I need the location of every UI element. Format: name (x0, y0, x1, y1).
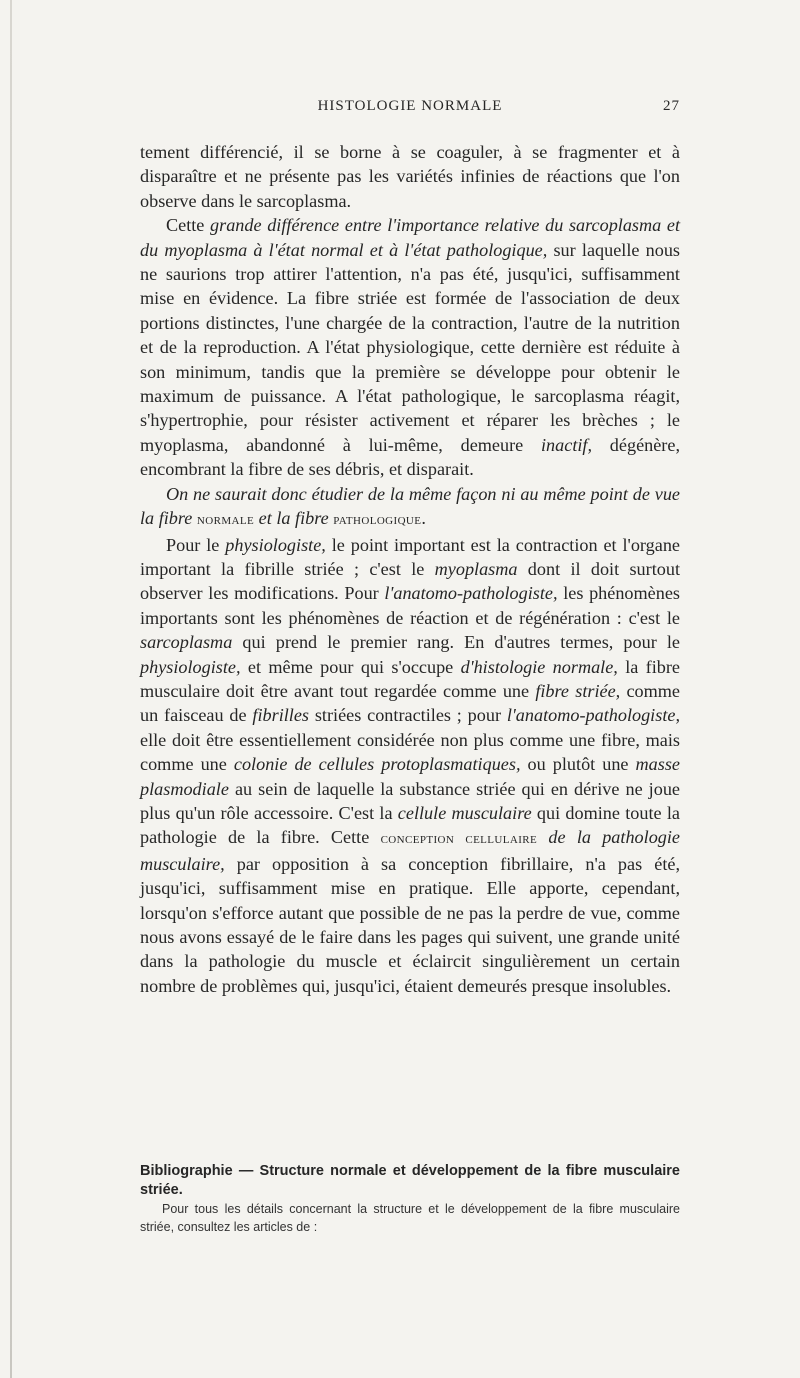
italic-run: l'anatomo-pathologiste, (384, 583, 558, 604)
italic-run: On ne saurait donc étudier de la même façon ni au même point de vue la fibre (140, 483, 680, 529)
text-run: qui domine toute la pathologie de la fibre. Cette (140, 802, 680, 848)
italic-run: l'anatomo-pathologiste, (506, 705, 680, 726)
italic-run: d'histologie normale, (460, 656, 618, 677)
paragraph-2 (140, 213, 680, 481)
text-run: au sein de laquelle la substance striée qui en dérive ne joue plus qu'un rôle accessoire. C'est la (140, 778, 680, 823)
text-run: comme un faisceau de (140, 680, 680, 726)
text-run: striées contractiles ; pour (309, 705, 507, 726)
italic-run: physiologiste, (140, 656, 241, 677)
text-run: les phénomènes importants sont les phénomènes de réaction et de régénération : c'est le (140, 583, 680, 628)
italic-run: fibre striée, (535, 680, 621, 701)
small-caps-run: conception cellulaire (380, 830, 538, 848)
small-caps-run: normale (196, 511, 255, 529)
paragraph-3 (140, 482, 680, 533)
italic-run: inactif, (541, 434, 593, 455)
text-run: sur laquelle nous ne saurions trop attirer l'attention, n'a pas été, jusqu'ici, suffisamment mise en évidence. La fibre striée est formée de l'association de deux portions distinctes, l'une chargée de la contraction, l'autre de la nutrition et de la reproduction. A l'état physiologique, cette dernière est réduite à son minimum, tandis que la première se développe pour obtenir le maximum de puissance. A l'état pathologique, le sarcoplasma réagit, s'hypertrophie, pour résister activement et réparer les brèches ; le myoplasma, abandonné à lui-même, demeure (140, 239, 680, 455)
italic-run: fibrilles (252, 705, 310, 726)
small-caps-run: pathologique (333, 511, 422, 529)
text-run: Cette (166, 215, 211, 236)
paragraph-1 (140, 140, 680, 213)
running-head (140, 98, 680, 120)
bibliography-note: Pour tous les détails concernant la structure et le développement de la fibre musculaire striée, consultez les articles de : (140, 1202, 680, 1234)
page-number: 27 (663, 98, 680, 114)
italic-run: colonie de cellules protoplasmatiques, (233, 754, 521, 775)
text-run: dégénère, encombrant la fibre de ses débris, et disparait. (140, 434, 680, 480)
text-run: tement différencié, il se borne à se coaguler, à se fragmenter et à disparaître et ne présente pas les variétés infinies de réactions que l'on observe dans le sarcoplasma. (140, 142, 680, 211)
italic-run: physiologiste, (225, 534, 326, 555)
body-text (140, 140, 680, 998)
italic-run: cellule musculaire (397, 802, 532, 823)
text-run: par opposition à sa conception fibrillaire, n'a pas été, jusqu'ici, suffisamment mise en pratique. Elle apporte, cependant, lorsqu'on s'efforce autant que possible de ne pas la perdre de vue, comme nous avons essayé de le faire dans les pages qui suivent, une grande unité dans la pathologie du muscle et éclaircit singulièrement un certain nombre de problèmes qui, jusqu'ici, étaient demeurés presque insolubles. (140, 853, 680, 996)
page-edge-shadow (10, 0, 12, 1378)
italic-run: sarcoplasma (140, 632, 233, 653)
text-run: le point important est la contraction et l'organe important la fibrille striée ; c'est le (140, 534, 680, 579)
text-run: elle doit être essentiellement considérée non plus comme une fibre, mais comme une (140, 729, 680, 775)
text-run: ou plutôt une (520, 754, 636, 775)
running-head-title: HISTOLOGIE NORMALE (317, 98, 503, 114)
bibliography-heading: Bibliographie — Structure normale et développement de la fibre musculaire striée. (140, 1163, 680, 1198)
italic-run: et la fibre (254, 508, 334, 529)
text-run: Pour le (166, 534, 226, 555)
text-run: et même pour qui s'occupe (240, 656, 461, 677)
paragraph-4 (140, 533, 680, 999)
text-run: . (421, 508, 426, 529)
italic-run: de la pathologie musculaire, (140, 827, 681, 874)
italic-run: masse plasmodiale (140, 754, 681, 799)
italic-run: grande différence entre l'importance relative du sarcoplasma et du myoplasma à l'état normal et à l'état pathologique, (140, 215, 681, 260)
bibliography (140, 1162, 680, 1236)
text-run: dont il doit surtout observer les modifications. Pour (140, 558, 681, 604)
text-run: la fibre musculaire doit être avant tout regardée comme une (140, 656, 680, 701)
text-run: qui prend le premier rang. En d'autres termes, pour le (232, 632, 680, 653)
italic-run: myoplasma (434, 558, 518, 579)
